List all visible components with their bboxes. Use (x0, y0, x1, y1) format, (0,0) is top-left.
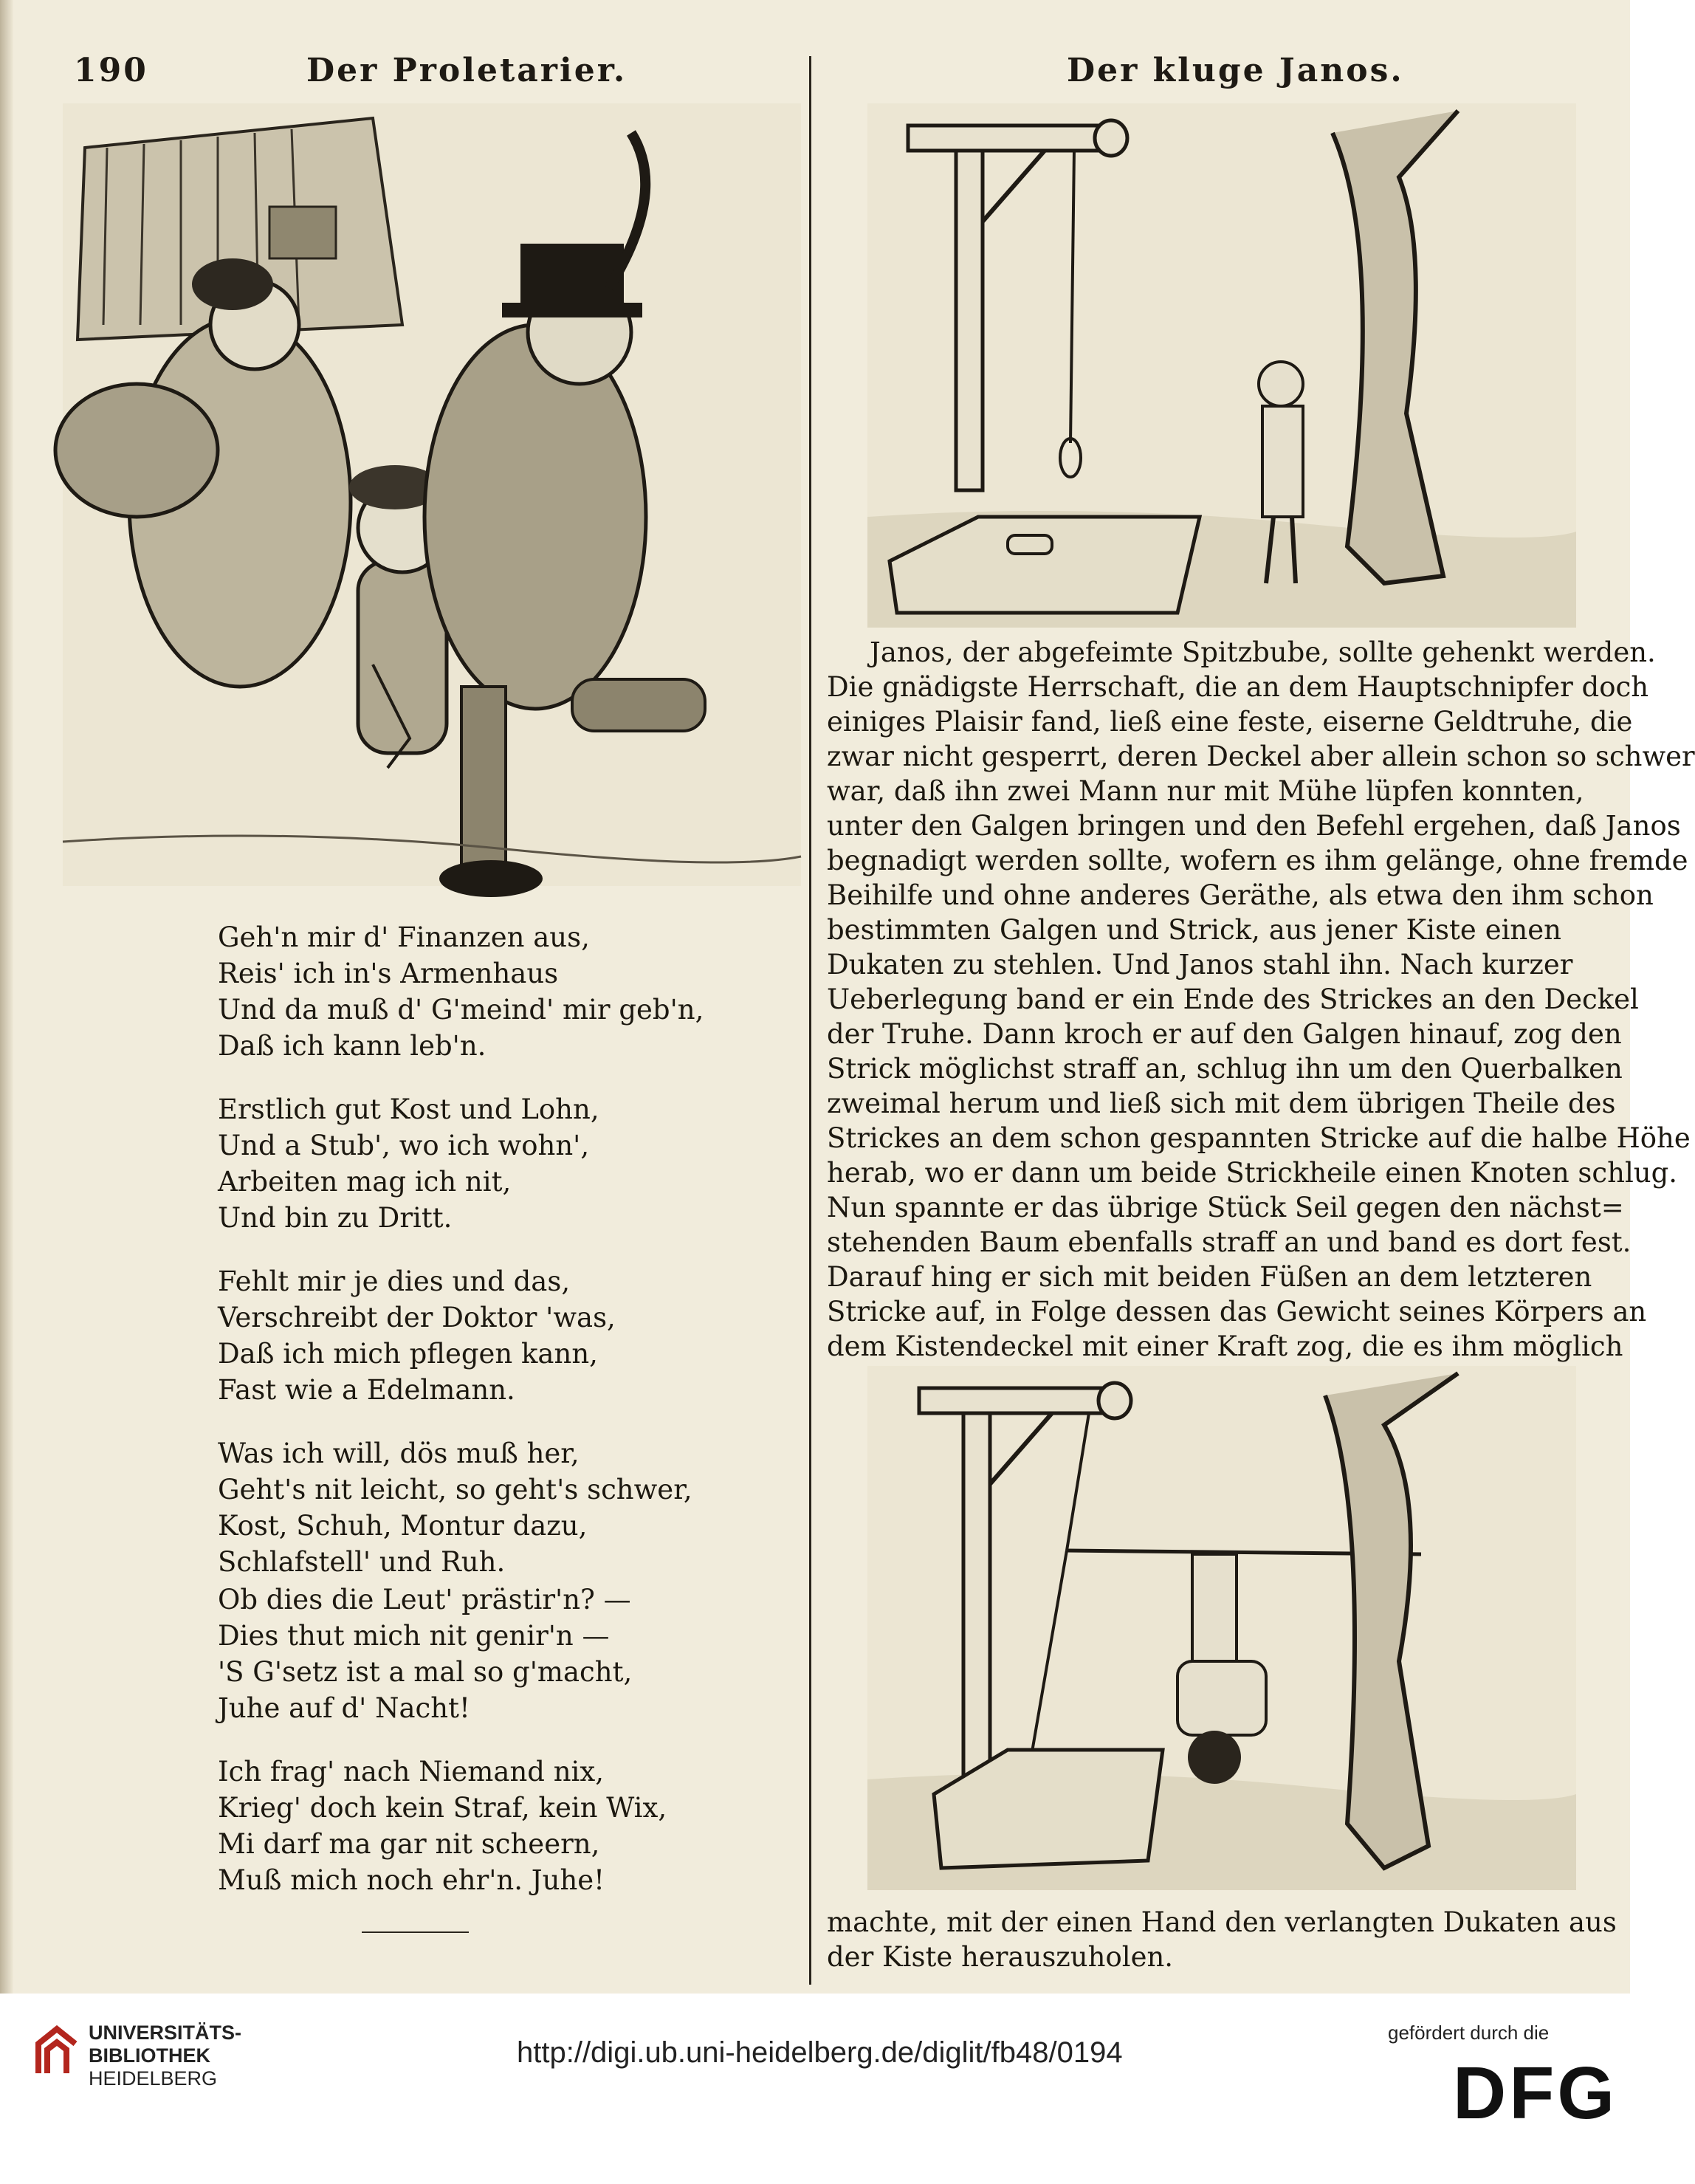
poem-line: 'S G'setz ist a mal so g'macht, (218, 1656, 633, 1688)
gallows-drawing-2 (867, 1366, 1576, 1890)
poem-line: Und bin zu Dritt. (218, 1202, 453, 1234)
proletarier-drawing (63, 103, 801, 886)
viewer-footer (0, 1994, 1630, 2184)
dfg-logo[interactable]: DFG (1453, 2052, 1618, 2135)
library-name-line: UNIVERSITÄTS- (89, 2022, 242, 2044)
poem-line: Arbeiten mag ich nit, (218, 1166, 512, 1198)
story-line: Strickes an dem schon gespannten Stricke auf die halbe Höhe (827, 1122, 1691, 1154)
poem-line: Fast wie a Edelmann. (218, 1374, 515, 1406)
janos-story-text (827, 635, 1695, 1364)
poem-line: Krieg' doch kein Straf, kein Wix, (218, 1792, 667, 1824)
story-line: Dukaten zu stehlen. Und Janos stahl ihn. Nach kurzer (827, 949, 1573, 981)
poem-stanza-2 (218, 1091, 698, 1236)
funding-note: gefördert durch die (1388, 2022, 1550, 2044)
right-column-title: Der kluge Janos. (1067, 52, 1404, 89)
poem-line: Und da muß d' G'meind' mir geb'n, (218, 994, 704, 1026)
story-line: stehenden Baum ebenfalls straff an und band es dort fest. (827, 1226, 1632, 1258)
story-line: dem Kistendeckel mit einer Kraft zog, die es ihm möglich (827, 1330, 1623, 1362)
poem-stanza-5 (218, 1582, 698, 1726)
story-line: zweimal herum und ließ sich mit dem übrigen Theile des (827, 1088, 1616, 1119)
story-line: der Truhe. Dann kroch er auf den Galgen hinauf, zog den (827, 1018, 1622, 1050)
story-line: Beihilfe und ohne anderes Geräthe, als etwa den ihm schon (827, 879, 1654, 911)
poem-stanza-6 (218, 1754, 698, 1898)
story-line: bestimmten Galgen und Strick, aus jener Kiste einen (827, 914, 1561, 946)
library-name-line: BIBLIOTHEK (89, 2044, 210, 2067)
library-name-line: HEIDELBERG (89, 2067, 218, 2089)
digital-object-url-link[interactable]: http://digi.ub.uni-heidelberg.de/diglit/fb48/0194 (517, 2036, 1123, 2069)
story-line: Nun spannte er das übrige Stück Seil gegen den nächst= (827, 1192, 1624, 1223)
poem-stanza-3 (218, 1263, 698, 1408)
poem-line: Kost, Schuh, Montur dazu, (218, 1510, 588, 1542)
story-line: Stricke auf, in Folge dessen das Gewicht seines Körpers an (827, 1296, 1647, 1328)
library-name[interactable] (89, 2022, 241, 2090)
poem-stanza-1 (218, 919, 704, 1064)
left-column-title: Der Proletarier. (306, 52, 628, 89)
story-line: Strick möglichst straff an, schlug ihn um den Querbalken (827, 1053, 1623, 1085)
story-line: zwar nicht gesperrt, deren Deckel aber allein schon so schwer (827, 741, 1695, 772)
story-line: Ueberlegung band er ein Ende des Strickes an den Deckel (827, 983, 1639, 1015)
story-line: machte, mit der einen Hand den verlangten Dukaten aus (827, 1906, 1617, 1938)
gallows-illustration-1 (867, 103, 1576, 628)
poem-line: Geht's nit leicht, so geht's schwer, (218, 1474, 692, 1505)
poem-line: Was ich will, dös muß her, (218, 1438, 580, 1469)
poem-line: Fehlt mir je dies und das, (218, 1266, 571, 1297)
poem-line: Geh'n mir d' Finanzen aus, (218, 921, 590, 953)
poem-line: Ob dies die Leut' prästir'n? — (218, 1584, 631, 1615)
proletarier-illustration (63, 103, 801, 886)
poem-stanza-4 (218, 1435, 698, 1580)
story-line: herab, wo er dann um beide Strickheile einen Knoten schlug. (827, 1157, 1678, 1189)
story-line: einiges Plaisir fand, ließ eine feste, eiserne Geldtruhe, die (827, 706, 1633, 738)
story-line: der Kiste herauszuholen. (827, 1941, 1174, 1973)
poem-line: Erstlich gut Kost und Lohn, (218, 1093, 599, 1125)
poem-end-rule (362, 1931, 469, 1933)
gallows-illustration-2 (867, 1366, 1576, 1890)
poem-line: Und a Stub', wo ich wohn', (218, 1130, 590, 1161)
story-line: Darauf hing er sich mit beiden Füßen an dem letzteren (827, 1261, 1592, 1293)
janos-story-ending (827, 1905, 1617, 1974)
story-line: Die gnädigste Herrschaft, die an dem Hauptschnipfer doch (827, 671, 1649, 703)
page-number: 190 (74, 52, 148, 89)
poem-line: Juhe auf d' Nacht! (218, 1692, 470, 1724)
poem-line: Daß ich mich pflegen kann, (218, 1338, 598, 1370)
poem-line: Ich frag' nach Niemand nix, (218, 1756, 605, 1788)
story-line: Janos, der abgefeimte Spitzbube, sollte gehenkt werden. (870, 636, 1656, 668)
poem-line: Dies thut mich nit genir'n — (218, 1620, 610, 1652)
poem-line: Verschreibt der Doktor 'was, (218, 1302, 616, 1333)
column-divider (809, 56, 811, 1985)
poem-line: Muß mich noch ehr'n. Juhe! (218, 1864, 605, 1896)
story-line: unter den Galgen bringen und den Befehl ergehen, daß Janos (827, 810, 1681, 842)
poem-line: Reis' ich in's Armenhaus (218, 958, 559, 989)
story-line: war, daß ihn zwei Mann nur mit Mühe lüpfen konnten, (827, 775, 1584, 807)
poem-line: Mi darf ma gar nit scheern, (218, 1828, 600, 1860)
poem-line: Daß ich kann leb'n. (218, 1030, 487, 1062)
story-line: begnadigt werden sollte, wofern es ihm gelänge, ohne fremde (827, 845, 1688, 876)
gallows-drawing-1 (867, 103, 1576, 628)
university-library-logo-icon (31, 2022, 83, 2082)
poem-line: Schlafstell' und Ruh. (218, 1546, 506, 1578)
